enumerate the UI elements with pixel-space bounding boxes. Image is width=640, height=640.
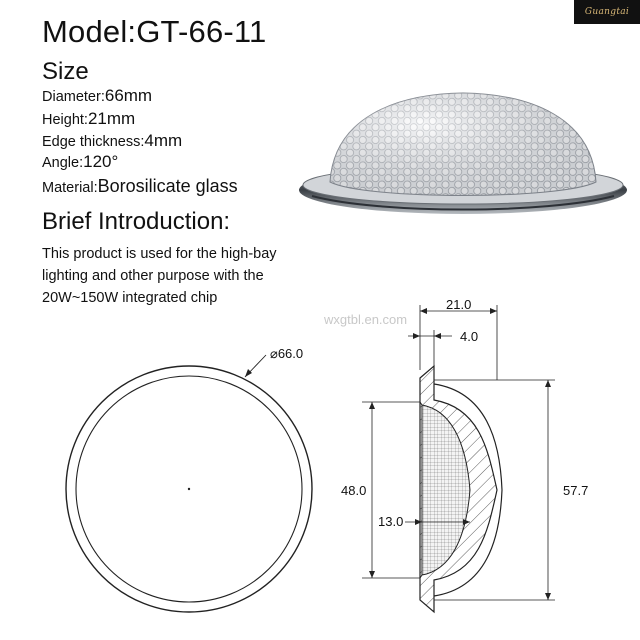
spec-label: Height: [42, 112, 88, 128]
brief-heading: Brief Introduction: [42, 208, 231, 235]
intro-line: This product is used for the high-bay [42, 246, 277, 262]
watermark: wxgtbl.en.com [324, 312, 408, 327]
intro-line: 20W~150W integrated chip [42, 290, 218, 306]
spec-label: Edge thickness: [42, 134, 145, 150]
spec-value: 4mm [144, 131, 183, 150]
logo-text: Guangtai [584, 7, 630, 17]
spec-value: 21mm [87, 109, 136, 128]
spec-label: Angle: [42, 155, 84, 171]
intro-line: lighting and other purpose with the [42, 268, 264, 284]
outer-height-dimension-label: 57.7 [563, 483, 589, 498]
spec-value: 120° [83, 152, 119, 171]
lens-product-image [299, 93, 627, 214]
spec-label: Diameter: [42, 89, 105, 105]
diameter-dimension-label: ⌀66.0 [270, 346, 304, 361]
inner-height-dimension-label: 48.0 [341, 483, 367, 498]
spec-label: Material: [42, 180, 98, 196]
cross-section-drawing [362, 305, 555, 612]
edge-dimension-label: 4.0 [460, 329, 479, 344]
spec-value: Borosilicate glass [97, 176, 238, 196]
spec-value: 66mm [104, 86, 153, 105]
front-view-drawing [66, 355, 312, 612]
page-title: Model:GT-66-11 [42, 14, 267, 49]
depth-dimension-label: 13.0 [378, 514, 404, 529]
height-dimension-label: 21.0 [446, 297, 472, 312]
size-heading: Size [42, 58, 89, 85]
